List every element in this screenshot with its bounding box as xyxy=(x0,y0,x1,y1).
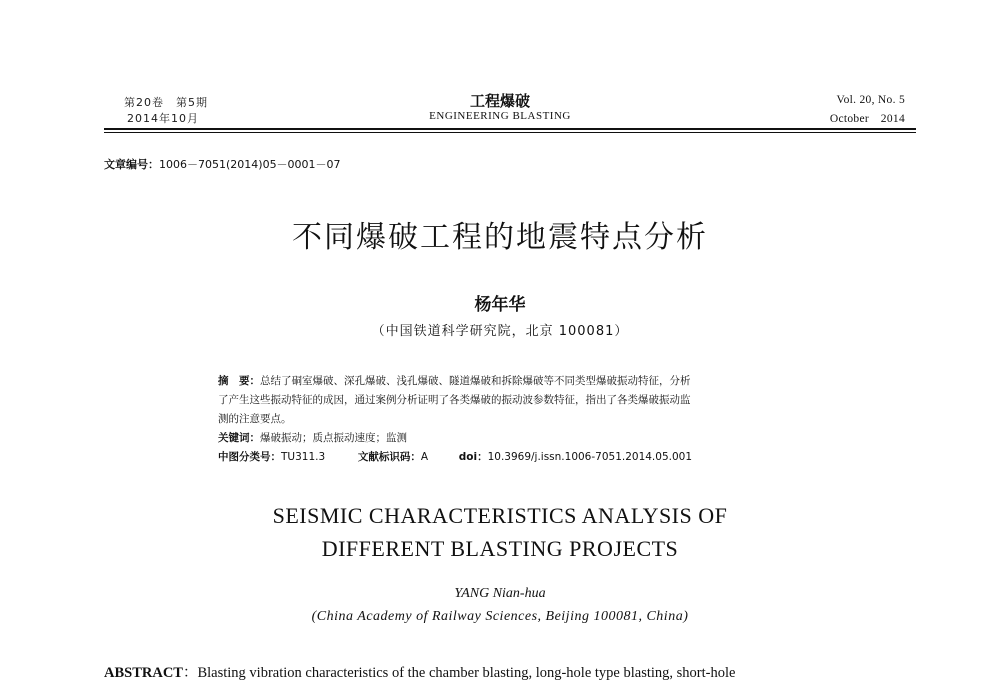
journal-name-cn: 工程爆破 xyxy=(469,92,530,110)
keywords-value: 爆破振动；质点振动速度；监测 xyxy=(260,432,407,444)
keywords-label: 关键词： xyxy=(218,432,260,444)
abstract-en-label: ABSTRACT xyxy=(104,665,183,681)
header-rule-thick xyxy=(104,128,916,130)
author-en: YANG Nian-hua xyxy=(454,586,546,601)
classification-line xyxy=(218,448,692,467)
abstract-cn xyxy=(218,372,692,467)
article-number xyxy=(104,156,341,172)
affiliation-cn: （中国铁道科学研究院，北京 100081） xyxy=(371,324,629,339)
header-volume-en: Vol. 20, No. 5 xyxy=(836,94,905,106)
abstract-en-text: ：Blasting vibration characteristics of the chamber blasting, long-hole type blasting, short-hole xyxy=(182,665,736,681)
abstract-cn-line1 xyxy=(218,372,692,391)
abstract-cn-line2: 了产生这些振动特征的成因，通过案例分析证明了各类爆破的振动波参数特征，指出了各类爆破振动监 xyxy=(218,394,691,406)
abstract-en xyxy=(104,661,735,682)
journal-name-en: ENGINEERING BLASTING xyxy=(429,110,571,122)
doi-value: 10.3969/j.issn.1006-7051.2014.05.001 xyxy=(487,451,693,463)
abstract-cn-text1: 总结了硐室爆破、深孔爆破、浅孔爆破、隧道爆破和拆除爆破等不同类型爆破振动特征，分析 xyxy=(260,375,691,387)
paper-title-en-line1: SEISMIC CHARACTERISTICS ANALYSIS OF xyxy=(272,503,728,528)
author-cn: 杨年华 xyxy=(474,295,526,315)
doi-label: doi： xyxy=(458,451,488,463)
doc-code-value: A xyxy=(420,451,429,463)
clc-value: TU311.3 xyxy=(281,451,326,463)
article-number-value: 1006－7051(2014)05－0001－07 xyxy=(159,158,341,171)
paper-title-cn: 不同爆破工程的地震特点分析 xyxy=(292,220,708,255)
keywords-cn xyxy=(218,429,692,448)
header-date-cn: 2014年10月 xyxy=(127,112,199,125)
doc-code-label: 文献标识码： xyxy=(357,451,421,463)
paper-title-en-line2: DIFFERENT BLASTING PROJECTS xyxy=(321,536,679,561)
abstract-cn-label: 摘 要： xyxy=(218,375,260,387)
header-volume-issue: 第20卷 第5期 xyxy=(124,96,208,109)
article-number-label: 文章编号： xyxy=(104,158,159,171)
clc-label: 中图分类号： xyxy=(218,451,281,463)
abstract-cn-line3: 测的注意要点。 xyxy=(218,413,292,425)
header-date-en: October 2014 xyxy=(829,113,905,125)
affiliation-en: (China Academy of Railway Sciences, Beijing 100081, China) xyxy=(311,609,689,624)
header-rule-thin xyxy=(104,132,916,133)
